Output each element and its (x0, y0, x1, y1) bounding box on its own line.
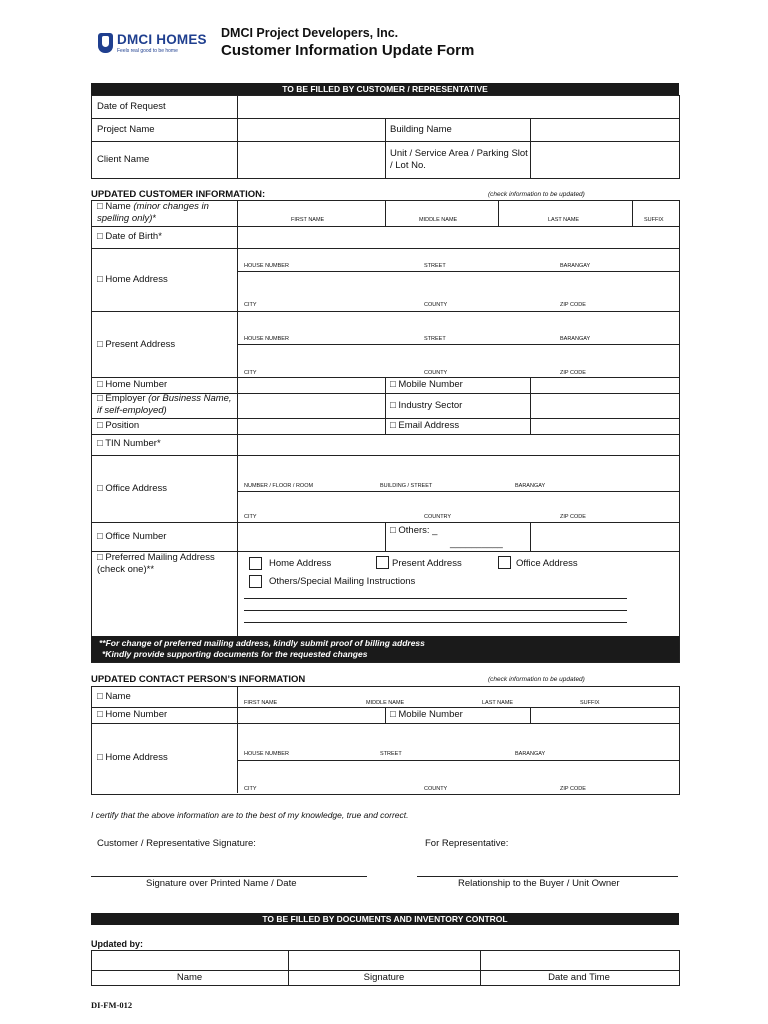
checkbox-icon: □ (97, 691, 103, 702)
divider (91, 970, 679, 971)
contact-name-text: Name (105, 691, 131, 702)
contact-mobile-number-label[interactable] (390, 709, 463, 721)
divider (237, 344, 679, 345)
project-name-label: Project Name (97, 124, 155, 135)
checkbox-icon: □ (97, 438, 103, 449)
middle-name-sub: MIDDLE NAME (419, 217, 458, 223)
checkbox-icon: □ (390, 525, 396, 536)
divider (385, 522, 386, 551)
present-address-text: Present Address (105, 339, 176, 350)
customer-section-bar: TO BE FILLED BY CUSTOMER / REPRESENTATIVE (91, 83, 679, 95)
city-sub: CITY (244, 370, 257, 376)
dob-label-text: Date of Birth* (105, 231, 162, 242)
barangay-sub: BARANGAY (515, 751, 546, 757)
home-number-label[interactable] (97, 379, 167, 391)
divider (385, 377, 386, 434)
signature-line[interactable] (91, 876, 367, 877)
zip-code-sub: ZIP CODE (560, 370, 586, 376)
updated-by-signature-field[interactable] (289, 951, 480, 970)
for-representative-label: For Representative: (425, 838, 509, 849)
checkbox-icon: □ (97, 201, 103, 212)
checkbox-icon: □ (97, 274, 103, 285)
checkbox-icon: □ (97, 531, 103, 542)
tin-number-label[interactable] (97, 438, 161, 450)
position-text: Position (105, 420, 140, 431)
suffix-field[interactable] (633, 201, 678, 226)
company-name: DMCI Project Developers, Inc. (221, 26, 399, 40)
name-label[interactable] (97, 201, 237, 225)
divider (237, 686, 238, 793)
inventory-section-bar: TO BE FILLED BY DOCUMENTS AND INVENTORY CONTROL (91, 913, 679, 925)
present-address-label[interactable] (97, 339, 175, 351)
contact-mobile-number-text: Mobile Number (398, 709, 463, 720)
position-label[interactable] (97, 420, 139, 432)
checkbox-icon[interactable] (376, 556, 389, 569)
note-1: **For change of preferred mailing address, kindly submit proof of billing address (99, 638, 425, 648)
divider (91, 434, 679, 435)
barangay-sub: BARANGAY (560, 263, 591, 269)
office-number-text: Office Number (105, 531, 167, 542)
office-address-option-label: Office Address (516, 558, 578, 569)
zip-code-sub: ZIP CODE (560, 302, 586, 308)
tin-number-text: TIN Number* (105, 438, 161, 449)
col-name: Name (176, 972, 203, 983)
form-title: Customer Information Update Form (221, 42, 475, 59)
name-star: * (152, 213, 157, 224)
street-sub: STREET (424, 336, 446, 342)
note-2: *Kindly provide supporting documents for the requested changes (102, 649, 368, 659)
zip-code-sub: ZIP CODE (560, 514, 586, 520)
first-name-sub: FIRST NAME (291, 217, 325, 223)
name-label-text: Name (105, 201, 131, 212)
checkbox-icon: □ (97, 552, 103, 563)
relationship-line[interactable] (417, 876, 678, 877)
divider (237, 491, 679, 492)
checkbox-icon[interactable] (249, 557, 262, 570)
first-name-sub: FIRST NAME (244, 700, 278, 706)
checkbox-icon: □ (97, 339, 103, 350)
home-address-text: Home Address (105, 274, 168, 285)
dmci-logo-icon (98, 33, 113, 53)
date-of-request-field[interactable] (238, 96, 678, 118)
col-signature: Signature (363, 972, 405, 983)
instruction-line[interactable] (244, 622, 627, 623)
col-datetime: Date and Time (548, 972, 610, 983)
country-sub: COUNTRY (424, 514, 452, 520)
divider (530, 707, 531, 723)
county-sub: COUNTY (424, 302, 448, 308)
first-name-field[interactable] (238, 201, 385, 226)
city-sub: CITY (244, 514, 257, 520)
checkbox-icon: □ (390, 400, 396, 411)
divider (91, 723, 679, 724)
preferred-mailing-label (97, 552, 237, 576)
suffix-sub: SUFFIX (580, 700, 600, 706)
divider (237, 271, 679, 272)
check-note: (check information to be updated) (488, 191, 585, 198)
updated-by-label: Updated by: (91, 939, 144, 949)
relationship-caption: Relationship to the Buyer / Unit Owner (458, 878, 620, 889)
email-address-text: Email Address (398, 420, 460, 431)
dob-field[interactable] (238, 227, 678, 248)
others-line: __________ (450, 538, 503, 549)
industry-sector-text: Industry Sector (398, 400, 463, 411)
updated-info-heading: UPDATED CUSTOMER INFORMATION: (91, 189, 266, 200)
others-text: Others: _ (398, 525, 438, 536)
contact-home-address-label[interactable] (97, 752, 168, 764)
unit-field[interactable] (531, 142, 678, 177)
county-sub: COUNTY (424, 370, 448, 376)
name-note: (minor changes in spelling only) (97, 201, 209, 224)
home-number-text: Home Number (105, 379, 168, 390)
checkbox-icon: □ (97, 709, 103, 720)
divider (237, 760, 679, 761)
divider (91, 248, 679, 249)
divider (91, 311, 679, 312)
home-address-label[interactable] (97, 274, 168, 286)
house-number-sub: HOUSE NUMBER (244, 336, 289, 342)
certify-text: I certify that the above information are to the best of my knowledge, true and correct. (91, 810, 409, 820)
check-note: (check information to be updated) (488, 676, 585, 683)
email-address-label[interactable] (390, 420, 459, 432)
contact-home-number-label[interactable] (97, 709, 167, 721)
checkbox-icon: □ (390, 379, 396, 390)
client-name-field[interactable] (238, 142, 385, 177)
last-name-sub: LAST NAME (548, 217, 580, 223)
mobile-number-label[interactable] (390, 379, 463, 391)
present-address-option[interactable] (376, 556, 462, 574)
project-name-field[interactable] (238, 119, 385, 141)
checkbox-icon: □ (97, 483, 103, 494)
divider (530, 522, 531, 551)
street-sub: STREET (380, 751, 402, 757)
checkbox-icon[interactable] (498, 556, 511, 569)
building-street-sub: BUILDING / STREET (380, 483, 433, 489)
office-address-label[interactable] (97, 483, 167, 495)
signature-caption: Signature over Printed Name / Date (146, 878, 297, 889)
building-name-label: Building Name (390, 124, 452, 135)
customer-signature-label: Customer / Representative Signature: (97, 838, 256, 849)
last-name-field[interactable] (499, 201, 632, 226)
logo-text: DMCI HOMES (117, 32, 207, 47)
employer-label[interactable] (97, 393, 237, 417)
unit-label: Unit / Service Area / Parking Slot / Lot No. (390, 148, 528, 171)
barangay-sub: BARANGAY (515, 483, 546, 489)
contact-name-label[interactable] (97, 691, 131, 703)
contact-home-number-text: Home Number (105, 709, 168, 720)
house-number-sub: HOUSE NUMBER (244, 263, 289, 269)
present-address-option-label: Present Address (392, 558, 462, 569)
dob-label[interactable] (97, 231, 162, 243)
industry-sector-label[interactable] (390, 400, 462, 412)
notes-box (91, 636, 679, 662)
checkbox-icon: □ (97, 379, 103, 390)
home-address-option[interactable] (249, 557, 332, 575)
others-label[interactable] (390, 525, 437, 537)
client-name-label: Client Name (97, 154, 150, 165)
number-floor-room-sub: NUMBER / FLOOR / ROOM (244, 483, 314, 489)
instruction-line[interactable] (244, 598, 627, 599)
middle-name-sub: MIDDLE NAME (366, 700, 405, 706)
updated-by-datetime-field[interactable] (481, 951, 678, 970)
divider (385, 707, 386, 723)
checkbox-icon[interactable] (249, 575, 262, 588)
others-mailing-option-label: Others/Special Mailing Instructions (269, 576, 416, 587)
home-address-option-label: Home Address (269, 558, 332, 569)
checkbox-icon: □ (97, 231, 103, 242)
barangay-sub: BARANGAY (560, 336, 591, 342)
suffix-sub: SUFFIX (644, 217, 664, 223)
contact-heading: UPDATED CONTACT PERSON’S INFORMATION (91, 674, 306, 685)
checkbox-icon: □ (390, 420, 396, 431)
city-sub: CITY (244, 302, 257, 308)
office-number-label[interactable] (97, 531, 166, 543)
checkbox-icon: □ (97, 393, 103, 404)
county-sub: COUNTY (424, 786, 448, 792)
date-of-request-label: Date of Request (97, 101, 166, 112)
building-name-field[interactable] (531, 119, 678, 141)
house-number-sub: HOUSE NUMBER (244, 751, 289, 757)
dmci-logo (98, 33, 214, 59)
middle-name-field[interactable] (386, 201, 498, 226)
checkbox-icon: □ (97, 752, 103, 763)
logo-tagline: Feels real good to be home (117, 48, 178, 54)
city-sub: CITY (244, 786, 257, 792)
others-mailing-option[interactable] (249, 575, 416, 593)
divider (91, 455, 679, 456)
checkbox-icon: □ (390, 709, 396, 720)
zip-code-sub: ZIP CODE (560, 786, 586, 792)
street-sub: STREET (424, 263, 446, 269)
divider (237, 200, 238, 636)
updated-by-name-field[interactable] (92, 951, 288, 970)
office-address-option[interactable] (498, 556, 578, 574)
employer-text: Employer (105, 393, 146, 404)
divider (530, 377, 531, 434)
employer-note: (or Business Name, if self-employed) (97, 393, 232, 416)
form-code: DI-FM-012 (91, 1000, 133, 1010)
contact-home-address-text: Home Address (105, 752, 168, 763)
divider (385, 118, 386, 178)
preferred-mailing-text: Preferred Mailing Address (check one)** (97, 552, 215, 575)
instruction-line[interactable] (244, 610, 627, 611)
office-address-text: Office Address (105, 483, 167, 494)
last-name-sub: LAST NAME (482, 700, 514, 706)
checkbox-icon: □ (97, 420, 103, 431)
mobile-number-text: Mobile Number (398, 379, 463, 390)
